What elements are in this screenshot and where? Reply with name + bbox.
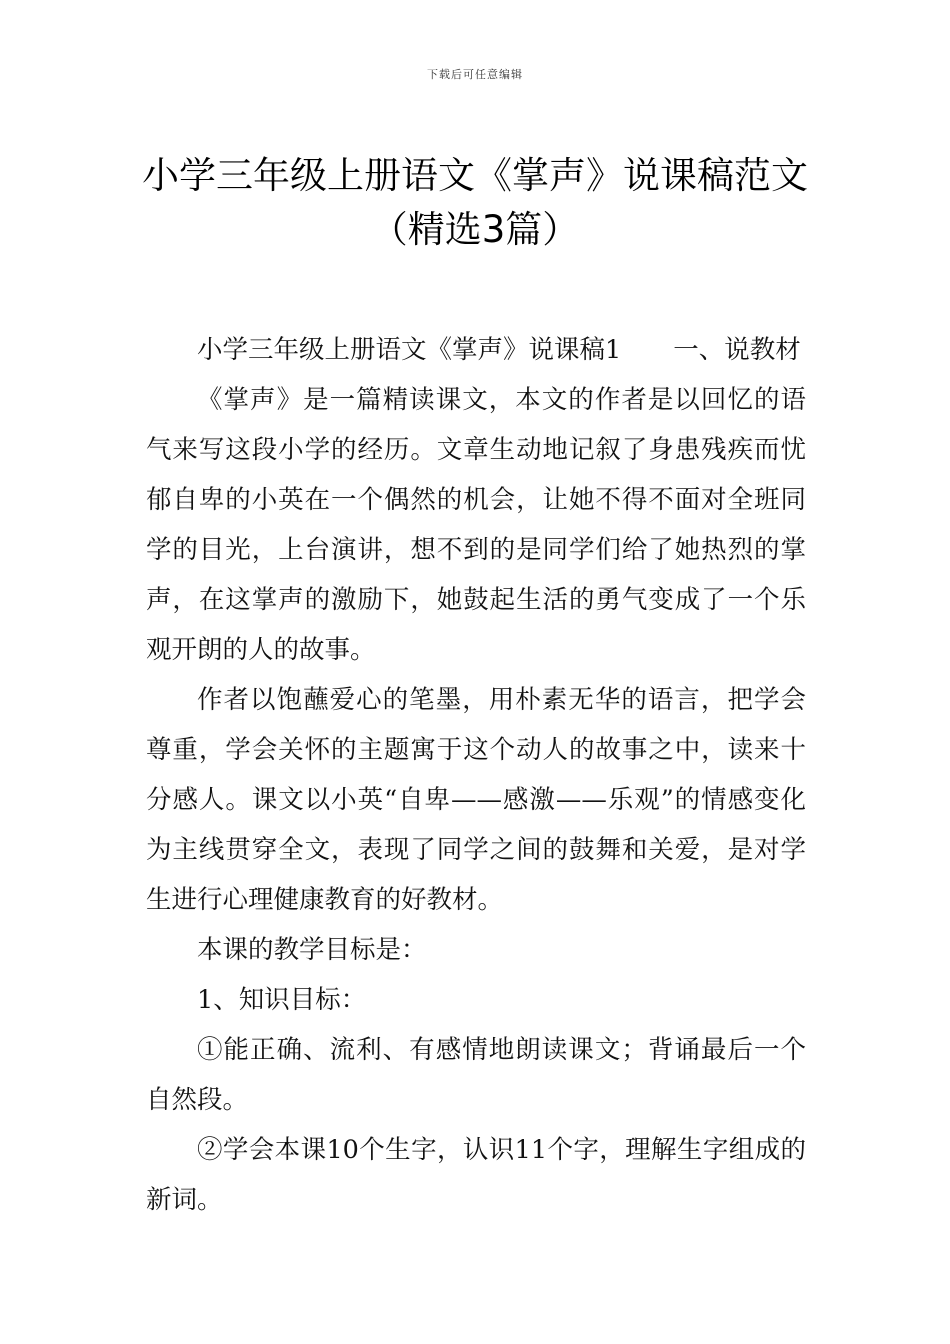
section-heading: 一、说教材 (673, 335, 801, 365)
paragraph: 1、知识目标： (197, 985, 367, 1015)
document-title (60, 149, 890, 257)
paragraph: 本课的教学目标是： (197, 935, 427, 965)
document-body (146, 325, 806, 1225)
intro-line (146, 325, 806, 375)
paragraph: ②学会本课10个生字，认识11个字，理解生字组成的新词。 (146, 1135, 806, 1215)
paragraph: 《掌声》是一篇精读课文，本文的作者是以回忆的语气来写这段小学的经历。文章生动地记叙了身患残疾而忧郁自卑的小英在一个偶然的机会，让她不得不面对全班同学的目光，上台演讲，想不到的是同学们给了她热烈的掌声，在这掌声的激励下，她鼓起生活的勇气变成了一个乐观开朗的人的故事。 (146, 385, 806, 665)
header-note: 下载后可任意编辑 (427, 68, 523, 81)
intro-title: 小学三年级上册语文《掌声》说课稿1 (197, 335, 622, 365)
paragraph: 作者以饱蘸爱心的笔墨，用朴素无华的语言，把学会尊重，学会关怀的主题寓于这个动人的故事之中，读来十分感人。课文以小英“自卑——感激——乐观”的情感变化为主线贯穿全文，表现了同学之间的鼓舞和关爱，是对学生进行心理健康教育的好教材。 (146, 685, 806, 915)
title-line-2: （精选3篇） (370, 207, 580, 251)
paragraph: ①能正确、流利、有感情地朗读课文；背诵最后一个自然段。 (146, 1035, 806, 1115)
title-line-1: 小学三年级上册语文《掌声》说课稿范文 (142, 153, 808, 197)
